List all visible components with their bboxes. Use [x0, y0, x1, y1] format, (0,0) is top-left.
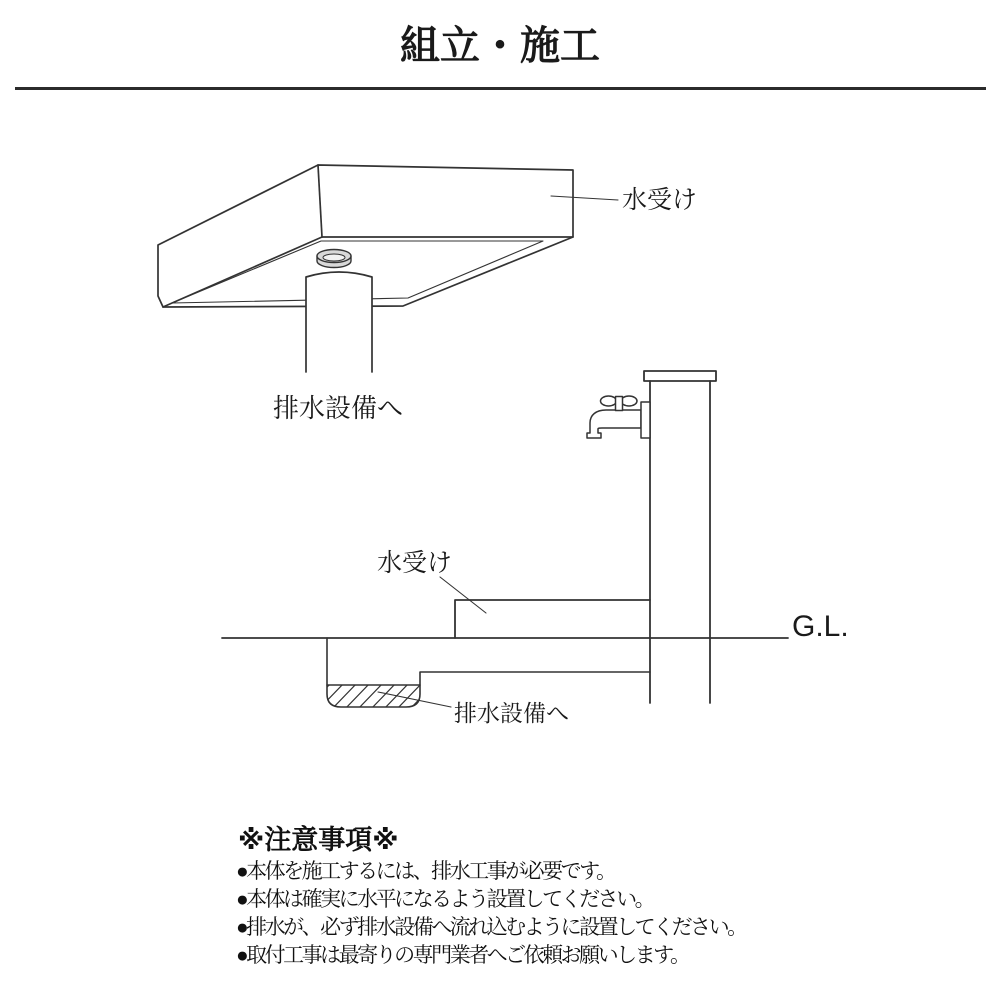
basin-label: 水受け: [622, 186, 698, 214]
faucet-handle-stem: [616, 397, 623, 411]
faucet-handle-left-wing: [601, 396, 617, 406]
installation-side-diagram: [222, 371, 849, 726]
drain-channel: [420, 672, 650, 685]
title-divider: [15, 87, 986, 90]
pit-hatching: [305, 682, 436, 710]
ground-level-label: G.L.: [792, 610, 849, 643]
note-item: ●本体を施工するには、排水工事が必要です。: [236, 860, 615, 883]
faucet-handle: [601, 396, 638, 411]
faucet-icon: [587, 396, 650, 438]
faucet-body: [587, 410, 641, 438]
basin-side-label: 水受け: [377, 549, 453, 577]
note-item: ●排水が、必ず排水設備へ流れ込むように設置してください。: [236, 916, 746, 939]
basin-side-outline: [455, 600, 650, 638]
drain-side-label: 排水設備へ: [454, 700, 569, 726]
notes-heading: ※注意事項※: [238, 825, 399, 855]
notes-list: [236, 858, 746, 970]
drain-pipe-fill: [306, 272, 372, 372]
drain-pit-outline: [327, 685, 420, 707]
basin-underside-diagram: [158, 165, 697, 423]
note-item: ●本体は確実に水平になるよう設置してください。: [236, 888, 654, 911]
faucet-flange: [641, 402, 650, 438]
note-item: ●取付工事は最寄りの専門業者へご依頼お願いします。: [236, 944, 689, 967]
faucet-handle-right-wing: [621, 396, 637, 406]
drain-fitting-hole: [323, 254, 345, 261]
drain-label: 排水設備へ: [273, 393, 404, 423]
basin-label-leader: [551, 196, 618, 200]
drain-fitting: [317, 250, 351, 268]
basin-side-label-leader: [440, 577, 486, 613]
basin-front-corner-edge: [318, 165, 322, 237]
diagram-canvas: [0, 100, 1000, 740]
post-cap: [644, 371, 716, 381]
page-title: 組立・施工: [400, 24, 600, 68]
